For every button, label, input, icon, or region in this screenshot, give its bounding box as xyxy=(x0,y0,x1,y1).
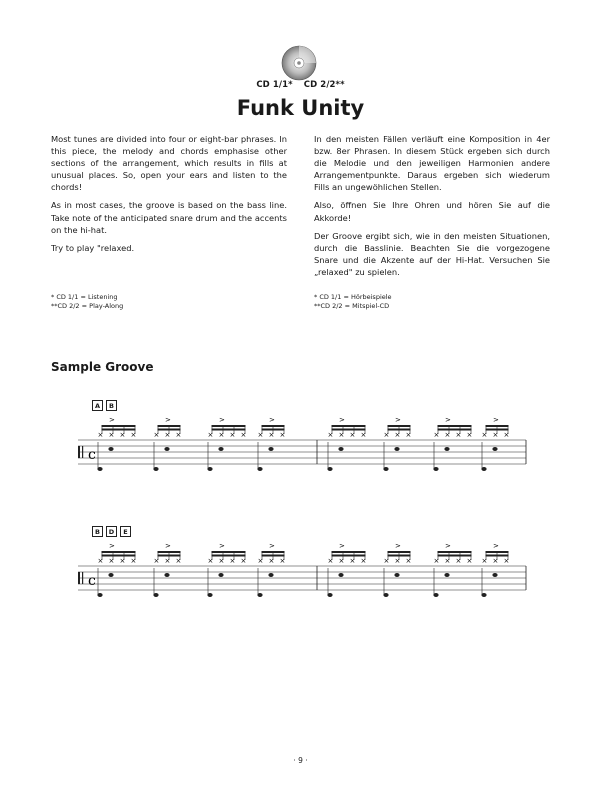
snare-note xyxy=(338,447,343,451)
footnote: * CD 1/1 = Listening xyxy=(51,293,118,301)
cd-track-label xyxy=(0,80,601,90)
note-beam xyxy=(212,551,246,553)
note-beam xyxy=(262,551,285,553)
note-beam xyxy=(212,425,246,427)
hihat-note: × xyxy=(279,431,286,439)
note-beam xyxy=(332,429,366,431)
hihat-note: × xyxy=(279,557,286,565)
rehearsal-mark: E xyxy=(120,526,131,537)
snare-note xyxy=(394,573,399,577)
accent-mark: > xyxy=(395,416,401,424)
hihat-note: × xyxy=(503,431,510,439)
hihat-note: × xyxy=(466,431,473,439)
note-beam xyxy=(212,555,246,557)
hihat-note: × xyxy=(383,557,390,565)
hihat-note: × xyxy=(229,557,236,565)
note-beam xyxy=(438,425,472,427)
note-beam xyxy=(262,425,285,427)
hihat-note: × xyxy=(268,557,275,565)
rehearsal-mark: D xyxy=(106,526,117,537)
time-signature: c xyxy=(88,573,96,589)
hihat-note: × xyxy=(164,557,171,565)
snare-note xyxy=(444,573,449,577)
accent-mark: > xyxy=(445,542,451,550)
hihat-note: × xyxy=(433,557,440,565)
drum-staff xyxy=(70,526,550,636)
hihat-note: × xyxy=(360,431,367,439)
snare-note xyxy=(218,447,223,451)
accent-mark: > xyxy=(219,542,225,550)
percussion-clef xyxy=(82,446,83,458)
accent-mark: > xyxy=(165,416,171,424)
hihat-note: × xyxy=(218,431,225,439)
hihat-note: × xyxy=(97,557,104,565)
note-beam xyxy=(262,555,285,557)
hihat-note: × xyxy=(175,431,182,439)
accent-mark: > xyxy=(339,542,345,550)
rehearsal-mark: B xyxy=(92,526,103,537)
note-beam xyxy=(486,429,509,431)
note-beam xyxy=(158,555,181,557)
snare-note xyxy=(394,447,399,451)
german-paragraph: Der Groove ergibt sich, wie in den meisten Situationen, durch die Basslinie. Beachten Sie die vorgezogene Snare und die Akzente auf der Hi-Hat. Versuchen Sie „relaxed" zu spielen. xyxy=(314,230,550,277)
page-number: · 9 · xyxy=(293,756,308,765)
note-beam xyxy=(486,425,509,427)
hihat-note: × xyxy=(338,431,345,439)
hihat-note: × xyxy=(153,557,160,565)
note-beam xyxy=(102,425,136,427)
cd-track-2: CD 2/2** xyxy=(303,80,345,90)
percussion-clef xyxy=(78,572,80,584)
snare-note xyxy=(338,573,343,577)
note-beam xyxy=(332,551,366,553)
hihat-note: × xyxy=(153,431,160,439)
accent-mark: > xyxy=(339,416,345,424)
accent-mark: > xyxy=(109,542,115,550)
footnote: * CD 1/1 = Hörbeispiele xyxy=(314,293,392,301)
rehearsal-mark: A xyxy=(92,400,103,411)
hihat-note: × xyxy=(481,431,488,439)
german-paragraph: In den meisten Fällen verläuft eine Komposition in 4er bzw. 8er Phrasen. In diesem Stück ergeben sich durch die Melodie und den jeweiligen Harmonien andere Arrangementpunkte. Daraus ergeben sich wiederum Fills an ungewöhlichen Stellen. xyxy=(314,134,550,193)
german-footnotes xyxy=(314,293,392,311)
hihat-note: × xyxy=(394,431,401,439)
accent-mark: > xyxy=(445,416,451,424)
english-footnotes xyxy=(51,293,123,311)
snare-note xyxy=(164,573,169,577)
hihat-note: × xyxy=(444,431,451,439)
hihat-note: × xyxy=(394,557,401,565)
german-text xyxy=(314,133,550,284)
hihat-note: × xyxy=(119,431,126,439)
hihat-note: × xyxy=(119,557,126,565)
english-paragraph: Try to play "relaxed. xyxy=(51,242,135,253)
hihat-note: × xyxy=(240,431,247,439)
drum-notation-system-2 xyxy=(70,526,550,636)
hihat-note: × xyxy=(492,431,499,439)
note-beam xyxy=(388,555,411,557)
hihat-note: × xyxy=(257,557,264,565)
hihat-note: × xyxy=(130,431,137,439)
note-beam xyxy=(438,555,472,557)
note-beam xyxy=(438,429,472,431)
time-signature: c xyxy=(88,447,96,463)
accent-mark: > xyxy=(269,542,275,550)
hihat-note: × xyxy=(257,431,264,439)
hihat-note: × xyxy=(229,431,236,439)
percussion-clef xyxy=(82,572,83,584)
footnote: **CD 2/2 = Mitspiel-CD xyxy=(314,302,390,310)
hihat-note: × xyxy=(338,557,345,565)
section-title: Sample Groove xyxy=(51,360,154,374)
hihat-note: × xyxy=(360,557,367,565)
hihat-note: × xyxy=(349,557,356,565)
note-beam xyxy=(158,425,181,427)
hihat-note: × xyxy=(492,557,499,565)
accent-mark: > xyxy=(109,416,115,424)
note-beam xyxy=(158,429,181,431)
snare-note xyxy=(108,573,113,577)
drum-notation-system-1 xyxy=(70,400,550,510)
hihat-note: × xyxy=(405,431,412,439)
cd-disc-icon xyxy=(281,45,317,81)
snare-note xyxy=(164,447,169,451)
snare-note xyxy=(268,573,273,577)
hihat-note: × xyxy=(240,557,247,565)
hihat-note: × xyxy=(268,431,275,439)
snare-note xyxy=(492,573,497,577)
note-beam xyxy=(388,551,411,553)
hihat-note: × xyxy=(108,557,115,565)
note-beam xyxy=(102,429,136,431)
hihat-note: × xyxy=(207,431,214,439)
note-beam xyxy=(388,425,411,427)
page-title: Funk Unity xyxy=(236,96,365,120)
hihat-note: × xyxy=(383,431,390,439)
note-beam xyxy=(486,555,509,557)
english-text xyxy=(51,133,287,260)
accent-mark: > xyxy=(493,542,499,550)
hihat-note: × xyxy=(455,557,462,565)
note-beam xyxy=(332,555,366,557)
hihat-note: × xyxy=(164,431,171,439)
hihat-note: × xyxy=(349,431,356,439)
hihat-note: × xyxy=(97,431,104,439)
cd-track-1: CD 1/1* xyxy=(256,80,293,90)
note-beam xyxy=(486,551,509,553)
english-paragraph: Most tunes are divided into four or eight-bar phrases. In this piece, the melody and chords emphasise other sections of the arrangement, which results in fills at unusual places. So, open your ears and listen to the chords! xyxy=(51,134,287,193)
note-beam xyxy=(158,551,181,553)
snare-note xyxy=(268,447,273,451)
hihat-note: × xyxy=(466,557,473,565)
hihat-note: × xyxy=(503,557,510,565)
hihat-note: × xyxy=(327,557,334,565)
snare-note xyxy=(218,573,223,577)
accent-mark: > xyxy=(493,416,499,424)
drum-staff xyxy=(70,400,550,510)
hihat-note: × xyxy=(130,557,137,565)
hihat-note: × xyxy=(207,557,214,565)
hihat-note: × xyxy=(218,557,225,565)
rehearsal-mark: B xyxy=(106,400,117,411)
accent-mark: > xyxy=(219,416,225,424)
accent-mark: > xyxy=(165,542,171,550)
note-beam xyxy=(262,429,285,431)
snare-note xyxy=(444,447,449,451)
hihat-note: × xyxy=(455,431,462,439)
note-beam xyxy=(332,425,366,427)
german-paragraph: Also, öffnen Sie Ihre Ohren und hören Sie auf die Akkorde! xyxy=(314,200,550,223)
note-beam xyxy=(438,551,472,553)
note-beam xyxy=(388,429,411,431)
footnote: **CD 2/2 = Play-Along xyxy=(51,302,124,310)
note-beam xyxy=(102,555,136,557)
hihat-note: × xyxy=(108,431,115,439)
accent-mark: > xyxy=(269,416,275,424)
snare-note xyxy=(492,447,497,451)
hihat-note: × xyxy=(175,557,182,565)
hihat-note: × xyxy=(433,431,440,439)
english-paragraph: As in most cases, the groove is based on the bass line. Take note of the anticipated snare drum and the accents on the hi-hat. xyxy=(51,200,287,235)
note-beam xyxy=(212,429,246,431)
hihat-note: × xyxy=(481,557,488,565)
percussion-clef xyxy=(78,446,80,458)
hihat-note: × xyxy=(444,557,451,565)
accent-mark: > xyxy=(395,542,401,550)
note-beam xyxy=(102,551,136,553)
hihat-note: × xyxy=(327,431,334,439)
snare-note xyxy=(108,447,113,451)
hihat-note: × xyxy=(405,557,412,565)
